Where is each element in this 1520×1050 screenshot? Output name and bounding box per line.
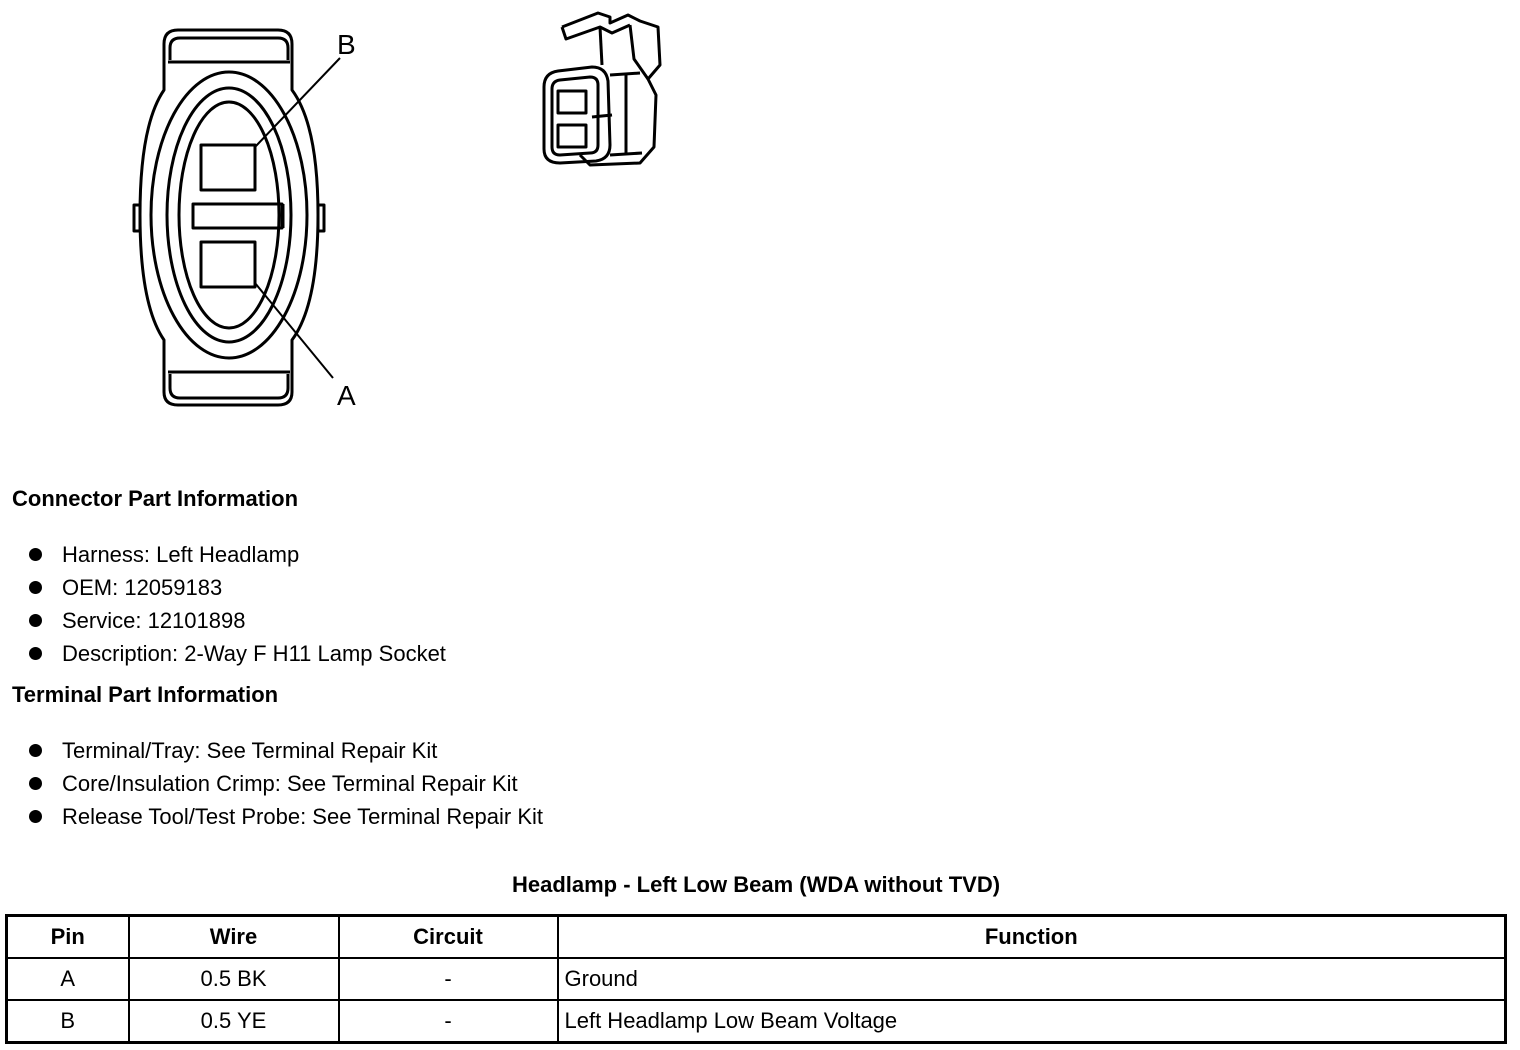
cell-circuit: - [339,958,558,1000]
cell-pin: B [7,1000,129,1043]
terminal-info-heading: Terminal Part Information [12,682,279,707]
pin-label-a: A [337,380,356,411]
column-header-function: Function [558,916,1506,959]
column-header-pin: Pin [7,916,129,959]
list-item: Core/Insulation Crimp: See Terminal Repair Kit [0,767,543,800]
cell-wire: 0.5 YE [129,1000,339,1043]
connector-isometric-view [530,5,670,175]
cell-wire: 0.5 BK [129,958,339,1000]
list-item: OEM: 12059183 [0,571,446,604]
bullet-icon [29,581,42,594]
cell-pin: A [7,958,129,1000]
list-item: Service: 12101898 [0,604,446,637]
connector-info-heading: Connector Part Information [12,486,299,511]
list-item: Release Tool/Test Probe: See Terminal Repair Kit [0,800,543,833]
cell-circuit: - [339,1000,558,1043]
bullet-icon [29,810,42,823]
column-header-wire: Wire [129,916,339,959]
column-header-circuit: Circuit [339,916,558,959]
bullet-icon [29,548,42,561]
list-item: Harness: Left Headlamp [0,538,446,571]
table-header-row [7,916,1506,959]
bullet-icon [29,744,42,757]
bullet-icon [29,614,42,627]
cell-function: Ground [558,958,1506,1000]
connector-info-list [0,538,446,670]
bullet-icon [29,647,42,660]
table-row [7,958,1506,1000]
table-title: Headlamp - Left Low Beam (WDA without TVD) [511,872,1001,897]
cell-function: Left Headlamp Low Beam Voltage [558,1000,1506,1043]
list-item: Description: 2-Way F H11 Lamp Socket [0,637,446,670]
pin-label-b: B [337,29,356,60]
pinout-table [5,914,1507,1044]
bullet-icon [29,777,42,790]
list-item: Terminal/Tray: See Terminal Repair Kit [0,734,543,767]
terminal-info-list [0,734,543,833]
connector-diagram [0,0,700,430]
table-row [7,1000,1506,1043]
